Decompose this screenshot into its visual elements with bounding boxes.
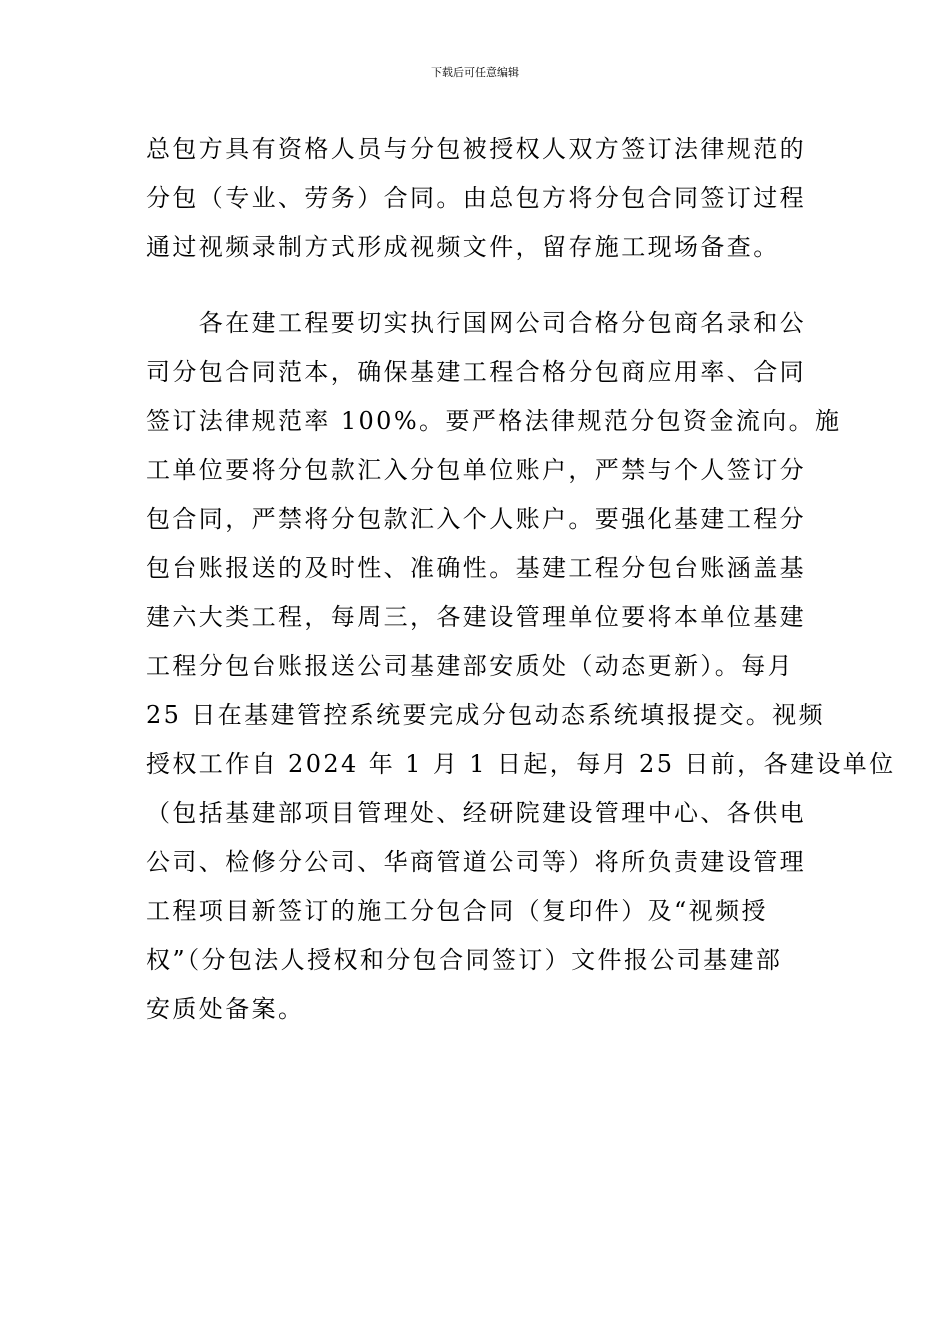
text-line: 通过视频录制方式形成视频文件，留存施工现场备查。 bbox=[146, 233, 780, 261]
text-line: 工单位要将分包款汇入分包单位账户，严禁与个人签订分 bbox=[146, 456, 806, 484]
text-line: （包括基建部项目管理处、经研院建设管理中心、各供电 bbox=[146, 799, 806, 827]
text-line: 公司、检修分公司、华商管道公司等）将所负责建设管理 bbox=[146, 848, 806, 876]
text-line: 包台账报送的及时性、准确性。基建工程分包台账涵盖基 bbox=[146, 554, 806, 582]
paragraph-1 bbox=[146, 125, 806, 272]
text-line: 包合同，严禁将分包款汇入个人账户。要强化基建工程分 bbox=[146, 505, 806, 533]
text-line: 总包方具有资格人员与分包被授权人双方签订法律规范的 bbox=[146, 135, 806, 163]
page-header: 下载后可任意编辑 bbox=[431, 66, 519, 79]
text-line: 工程分包台账报送公司基建部安质处（动态更新）。每月 bbox=[146, 652, 794, 680]
text-line: 25 日在基建管控系统要完成分包动态系统填报提交。视频 bbox=[146, 701, 825, 729]
text-line: 建六大类工程，每周三，各建设管理单位要将本单位基建 bbox=[146, 603, 806, 631]
paragraph-2 bbox=[146, 299, 896, 1034]
text-line: 司分包合同范本，确保基建工程合格分包商应用率、合同 bbox=[146, 358, 806, 386]
text-line: 签订法律规范率 100%。要严格法律规范分包资金流向。施 bbox=[146, 407, 842, 435]
text-line: 工程项目新签订的施工分包合同（复印件）及“视频授 bbox=[146, 897, 768, 925]
text-line: 安质处备案。 bbox=[146, 995, 305, 1023]
text-line: 授权工作自 2024 年 1 月 1 日起，每月 25 日前，各建设单位 bbox=[146, 750, 896, 778]
text-line: 分包（专业、劳务）合同。由总包方将分包合同签订过程 bbox=[146, 184, 806, 212]
text-line: 各在建工程要切实执行国网公司合格分包商名录和公 bbox=[146, 309, 806, 337]
text-line: 权”（分包法人授权和分包合同签订）文件报公司基建部 bbox=[146, 946, 783, 974]
